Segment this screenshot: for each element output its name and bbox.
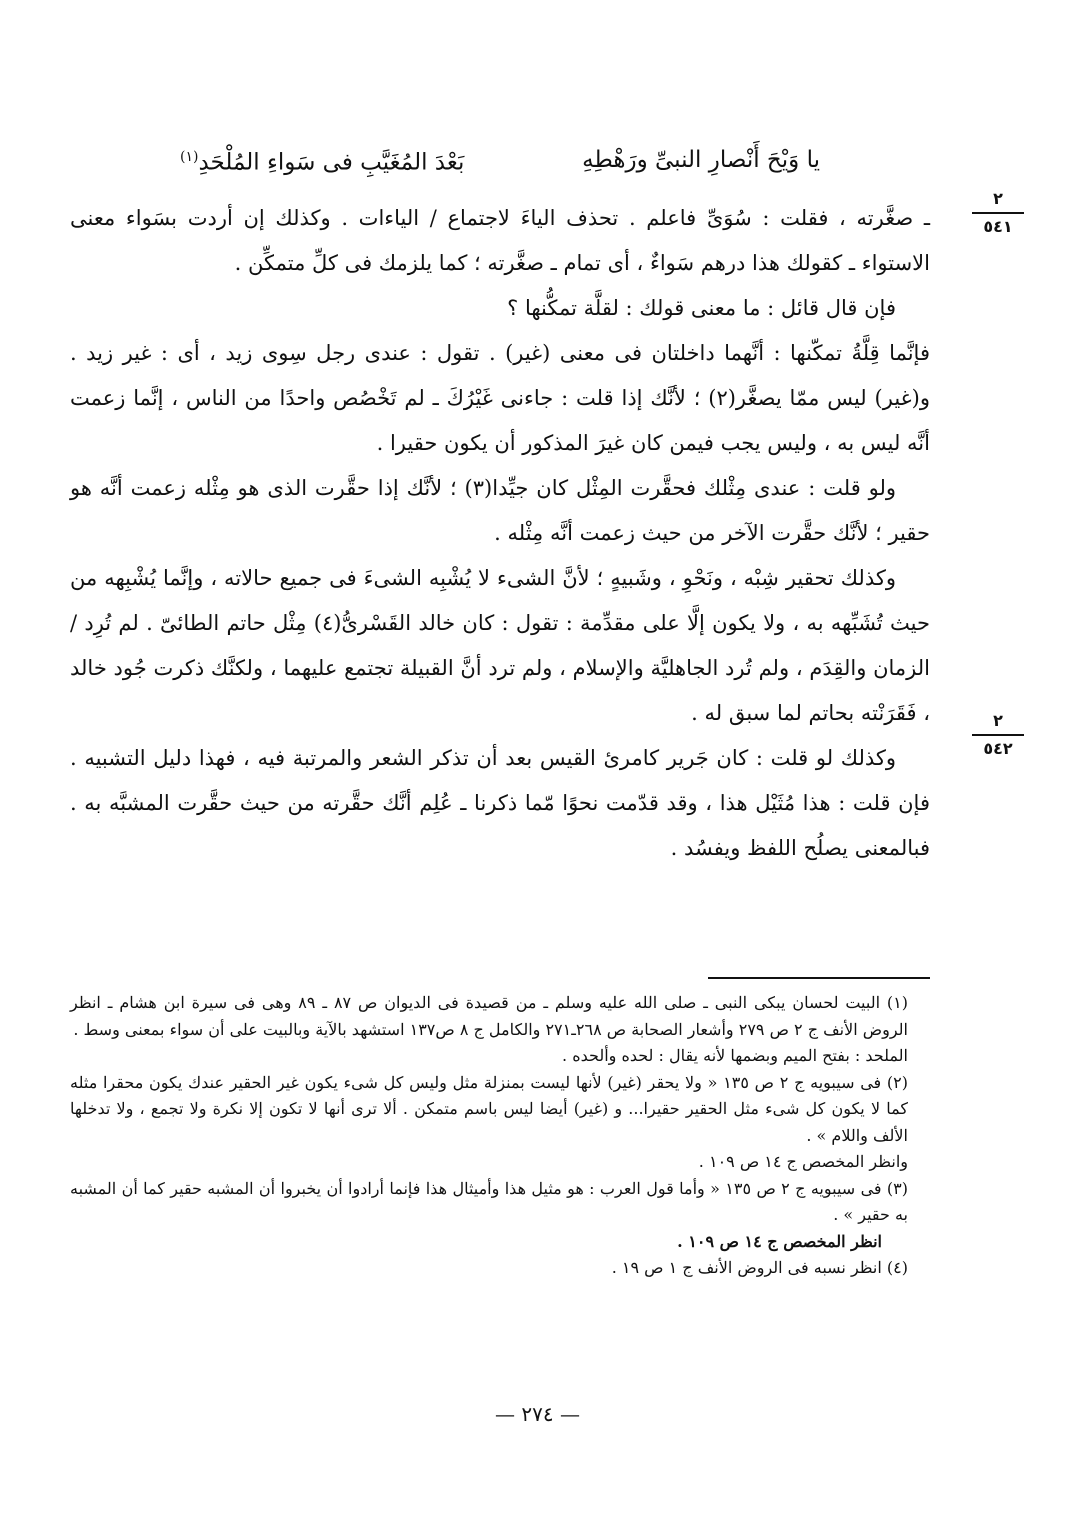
poetry-verse [180,138,820,182]
footnote-1: (١) البيت لحسان يبكى النبى ـ صلى الله عليه وسلم ـ من قصيدة فى الديوان ص ٨٧ ـ ٨٩ وهى فى سيرة ابن هشام ـ انظر الروض الأنف ج ٢ ص ٢٧٩ وأشعار الصحابة ص ٢٦٨ـ٢٧١ والكامل ج ٨ ص١٣٧ استشهد بالآية وبالبيت على أن سواء بمعنى وسط . [70,993,909,1039]
marginal-ref-rule [972,734,1024,736]
marginal-ref-bottom: ٥٤١ [983,217,1013,236]
marginal-ref-rule [972,212,1024,214]
paragraph-5: وكذلك تحقير شِبْه ، ونَحْوِ ، وشَبيهٍ ؛ لأنَّ الشىء لا يُشْبِه الشىءَ فى جميع حالاته ، وإنَّما يُشْبِهه من حيث تُشَبِّهه به ، ولا يكون إلَّا على مقدِّمة : تقول : كان خالد القَسْرىُّ(٤) مِثْل حاتم الطائىّ . لم تُرِد / الزمان والقِدَم ، ولم تُرد الجاهليَّة والإسلام ، ولم ترد أنَّ القبيلة تجتمع عليهما ، ولكنَّك ذكرت جُود خالد ، فَقَرَنْته بحاتم لما سبق له . [70,566,930,725]
footnote-1-gloss: الملحد : بفتح الميم وبضمها لأنه يقال : لحده وألحده . [562,1046,908,1065]
marginal-ref-top: ٢ [993,189,1003,208]
footnote-divider [708,977,930,979]
paragraph-1: ـ صغَّرته ، فقلت : سُوَىِّ فاعلم . تحذف الياءَ لاجتماع / الياءات . وكذلك إن أردت بسَواء معنى الاستواء ـ كقولك هذا درهم سَواءٌ ، أى تمام ـ صغَّرته ؛ كما يلزمك فى كلِّ متمكِّن . [70,206,930,275]
footnote-4: (٤) انظر نسبه فى الروض الأنف ج ١ ص ١٩ . [611,1258,908,1277]
verse-first-hemistich: يا وَيْحَ أَنْصارِ النبىِّ ورَهْطِهِ [582,147,820,173]
verse-note-mark: (١) [180,149,199,166]
footnotes [70,990,930,1282]
marginal-ref-top: ٢ [993,711,1003,730]
page-number: — ٢٧٤ — [495,1402,580,1426]
footnote-2: (٢) فى سيبويه ج ٢ ص ١٣٥ « ولا يحقر (غير) لأنها ليست بمنزلة مثل وليس كل شىء يكون غير الحقير عندك يكون محقرا مثله كما لا يكون كل شىء مثل الحقير حقيرا... و (غير) أيضا ليس باسم متمكن . ألا ترى أنها لا تكون إلا نكرة ولا تجمع ، ولا تدخلها الألف واللام » . [70,1072,909,1145]
main-text [70,196,930,871]
paragraph-3: فإنَّما قِلَّةُ تمكّنها : أنَّهما داخلتان فى معنى (غير) . تقول : عندى رجل سِوى زيد ، أى : غير زيد . و(غير) ليس ممّا يصغَّر(٢) ؛ لأنَّك إذا قلت : جاءنى غَيْرُكَ ـ لم تَخْصُص واحدًا من الناس ، إنَّما زعمت أنَّه ليس به ، وليس يجب فيمن كان غيرَ المذكور أن يكون حقيرا . [70,341,930,455]
verse-second-hemistich [180,135,464,185]
marginal-reference-2 [958,710,1038,760]
marginal-ref-bottom: ٥٤٢ [983,739,1013,758]
paragraph-6: وكذلك لو قلت : كان جَرير كامرئ القيس بعد أن تذكر الشعر والمرتبة فيه ، فهذا دليل التشبيه . فإن قلت : هذا مُثَيْل هذا ، وقد قدّمت نحوًا مّما ذكرنا ـ عُلِم أنَّك حقَّرته من حيث حقَّرت المشبَّه به . فبالمعنى يصلُح اللفظ ويفسُد . [70,746,930,860]
verse-second-text: بَعْدَ المُغَيَّبِ فى سَواءِ المُلْحَدِ [198,149,465,176]
paragraph-4: ولو قلت : عندى مِثْلك فحقَّرت المِثْل كان جيِّدا(٣) ؛ لأنَّك إذا حقَّرت الذى هو مِثْله زعمت أنَّه هو حقير ؛ لأنَّك حقَّرت الآخر من حيث زعمت أنَّه مِثْله . [70,476,930,545]
footnote-3: (٣) فى سيبويه ج ٢ ص ١٣٥ « وأما قول العرب : هو مثيل هذا وأميثال هذا فإنما أرادوا أن يخبروا أن المشبه حقير كما أن المشبه به حقير » . [70,1178,909,1224]
marginal-reference-1 [958,188,1038,238]
footnote-2-ref: وانظر المخصص ج ١٤ ص ١٠٩ . [698,1152,908,1171]
footnote-3-ref: انظر المخصص ج ١٤ ص ١٠٩ . [677,1231,882,1251]
paragraph-2: فإن قال قائل : ما معنى قولك : لقلَّة تمكُّنها ؟ [507,296,896,320]
